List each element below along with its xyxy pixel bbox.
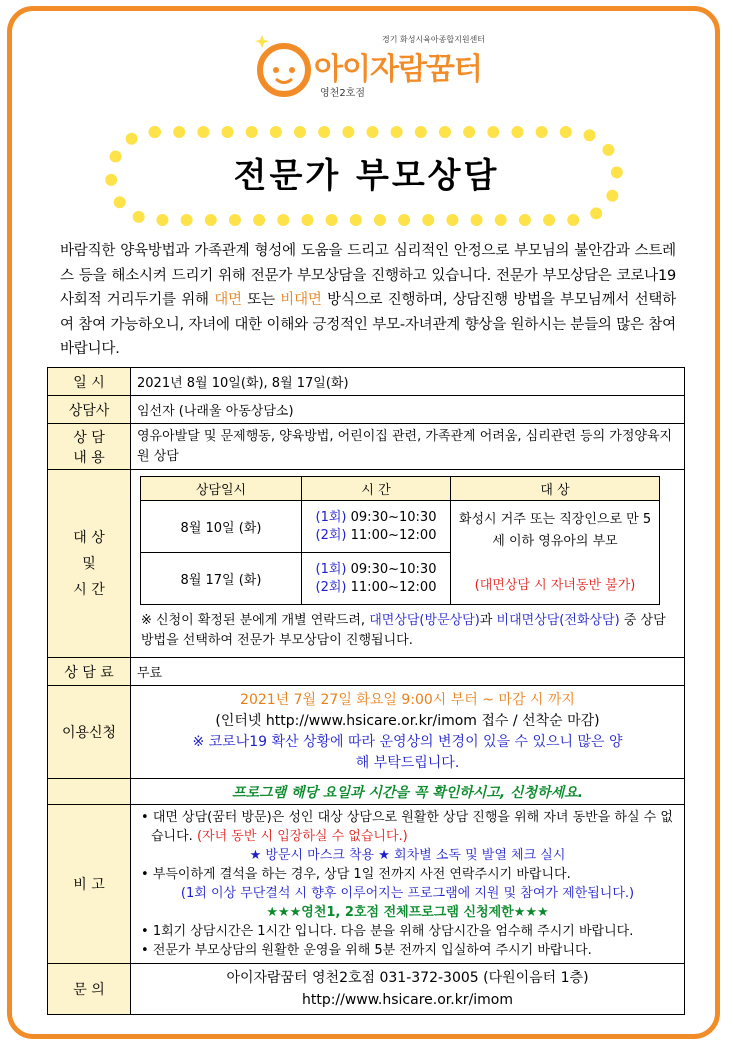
- contact-info: 아이자람꿈터 영천2호점 031-372-3005 (다원이음터 1층): [226, 970, 589, 986]
- target-label-1: 대 상: [73, 529, 105, 546]
- note-item: • 전문가 부모상담의 원활한 운영을 위해 5분 전까지 입실하여 주시기 바랍니다.: [141, 943, 592, 958]
- apply-check-head: [48, 779, 131, 805]
- date-label: 일 시: [48, 368, 131, 396]
- target-warning: (대면상담 시 자녀동반 불가): [474, 577, 636, 593]
- fee-label: 상 담 료: [48, 658, 131, 686]
- session-time: 11:00~12:00: [350, 579, 437, 595]
- schedule-date: 8월 17일 (화): [141, 553, 302, 605]
- notes-label: 비 고: [48, 805, 131, 964]
- logo-branch: 영천2호점: [320, 88, 366, 99]
- notes-list: [139, 808, 676, 960]
- schedule-header-date: 상담일시: [141, 477, 302, 501]
- intro-face: 대면: [214, 292, 242, 308]
- content-label-1: 상 담: [73, 429, 105, 446]
- target-note-1: ※ 신청이 확정된 분에게 개별 연락드려,: [141, 613, 370, 628]
- intro-paragraph: [60, 239, 676, 362]
- info-table: [47, 367, 685, 1015]
- content-label-2: 내 용: [73, 449, 105, 466]
- session-label: (1회): [315, 561, 347, 577]
- schedule-header-time: 시 간: [302, 477, 451, 501]
- apply-covid: ※ 코로나19 확산 상황에 따라 운영상의 변경이 있을 수 있으니 많은 양해 부탁드립니다.: [192, 734, 623, 771]
- session-label: (2회): [315, 579, 347, 595]
- contact-label: 문 의: [48, 964, 131, 1015]
- notes-cell: [131, 805, 685, 964]
- apply-cell: [131, 686, 685, 779]
- schedule-time: [302, 553, 451, 605]
- apply-check: 프로그램 해당 요일과 시간을 꼭 확인하시고, 신청하세요.: [131, 779, 685, 805]
- logo-tagline: 경기 화성시육아종합지원센터: [382, 35, 486, 44]
- target-label-3: 시 간: [73, 581, 105, 598]
- intro-text-1: 바람직한 양육방법과 가족관계 형성에 도움을 드리고 심리적인 안정으로 부모님의 불안감과 스트레스 등을 해소시켜 드리기 위해 전문가 부모상담을 진행하고 있습니다. 전문가 부모상담은 코로나19 사회적 거리두기를 위해: [60, 243, 676, 308]
- target-text: 화성시 거주 또는 직장인으로 만 5세 이하 영유아의 부모: [458, 511, 652, 549]
- contact-url[interactable]: http://www.hsicare.or.kr/imom: [301, 992, 514, 1008]
- apply-label: 이용신청: [48, 686, 131, 779]
- logo: [252, 30, 502, 100]
- logo-name: 아이자람꿈터: [314, 52, 482, 87]
- apply-period: 2021년 7월 27일 화요일 9:00시 부터 ~ 마감 시 까지: [240, 692, 575, 708]
- intro-text-3: 방식으로 진행하며, 상담진행 방법을 부모님께서 선택하여 참여 가능하오니, 자녀에 대한 이해와 긍정적인 부모-자녀관계 향상을 원하시는 분들의 많은 참여 바랍니다.: [60, 292, 677, 357]
- intro-nonface: 비대면: [280, 292, 322, 308]
- target-note-nonface: 비대면상담(전화상담): [496, 613, 620, 628]
- intro-text-2: 또는: [241, 292, 281, 308]
- note-item: • 1회기 상담시간은 1시간 입니다. 다음 분을 위해 상담시간을 엄수해 주시기 바랍니다.: [141, 924, 634, 939]
- session-time: 11:00~12:00: [350, 527, 437, 543]
- session-time: 09:30~10:30: [350, 509, 437, 525]
- note-text: 부득이하게 결석을 하는 경우, 상담 1일 전까지 사전 연락주시기 바랍니다.: [152, 867, 571, 882]
- session-time: 09:30~10:30: [350, 561, 437, 577]
- schedule-table: [140, 476, 660, 605]
- schedule-date: 8월 10일 (화): [141, 501, 302, 553]
- note-limit: ★★★영천1, 2호점 전체프로그램 신청제한★★★: [266, 905, 549, 920]
- target-note-3: 중 상담 방법을 선택하여 전문가 부모상담이 진행됩니다.: [141, 613, 666, 648]
- counselor-value: 임선자 (나래울 아동상담소): [131, 396, 685, 424]
- schedule-header-target: 대 상: [451, 477, 660, 501]
- contact-cell: [131, 964, 685, 1015]
- note-text: 대면 상담(꿈터 방문)은 성인 대상 상담으로 원활한 상담 진행을 위해 자녀 동반을 하실 수 없습니다.: [151, 810, 673, 844]
- session-label: (1회): [315, 509, 347, 525]
- note-absence: (1회 이상 무단결석 시 향후 이루어지는 프로그램에 지원 및 참여가 제한됩니다.): [180, 886, 635, 901]
- content-value: 영유아발달 및 문제행동, 양육방법, 어린이집 관련, 가족관계 어려움, 심리관련 등의 가정양육지원 상담: [131, 424, 685, 470]
- page-title: 전문가 부모상담: [233, 156, 500, 196]
- date-value: 2021년 8월 10일(화), 8월 17일(화): [131, 368, 685, 396]
- note-item: • 부득이하게 결석을 하는 경우, 상담 1일 전까지 사전 연락주시기 바랍니다.: [141, 867, 571, 882]
- content-label: [48, 424, 131, 470]
- note-text: 1회기 상담시간은 1시간 입니다. 다음 분을 위해 상담시간을 엄수해 주시기 바랍니다.: [152, 924, 634, 939]
- note-warning: (자녀 동반 시 입장하실 수 없습니다.): [196, 829, 408, 844]
- target-note: [137, 609, 678, 655]
- schedule-target: [451, 501, 660, 605]
- note-mask: ★ 방문시 마스크 착용 ★ 회차별 소독 및 발열 체크 실시: [249, 848, 566, 863]
- target-note-2: 과: [479, 613, 497, 628]
- logo-face-icon: [252, 32, 312, 98]
- note-text: 전문가 부모상담의 원활한 운영을 위해 5분 전까지 입실하여 주시기 바랍니다.: [152, 943, 592, 958]
- session-label: (2회): [315, 527, 347, 543]
- target-label: [48, 470, 131, 658]
- apply-how: (인터넷 http://www.hsicare.or.kr/imom 접수 / 선착순 마감): [215, 713, 600, 729]
- target-cell: [131, 470, 685, 658]
- fee-value: 무료: [131, 658, 685, 686]
- target-note-face: 대면상담(방문상담): [369, 613, 480, 628]
- note-item: • 대면 상담(꿈터 방문)은 성인 대상 상담으로 원활한 상담 진행을 위해 자녀 동반을 하실 수 없습니다. (자녀 동반 시 입장하실 수 없습니다.): [141, 810, 673, 844]
- schedule-time: [302, 501, 451, 553]
- counselor-label: 상담사: [48, 396, 131, 424]
- target-label-2: 및: [82, 555, 96, 572]
